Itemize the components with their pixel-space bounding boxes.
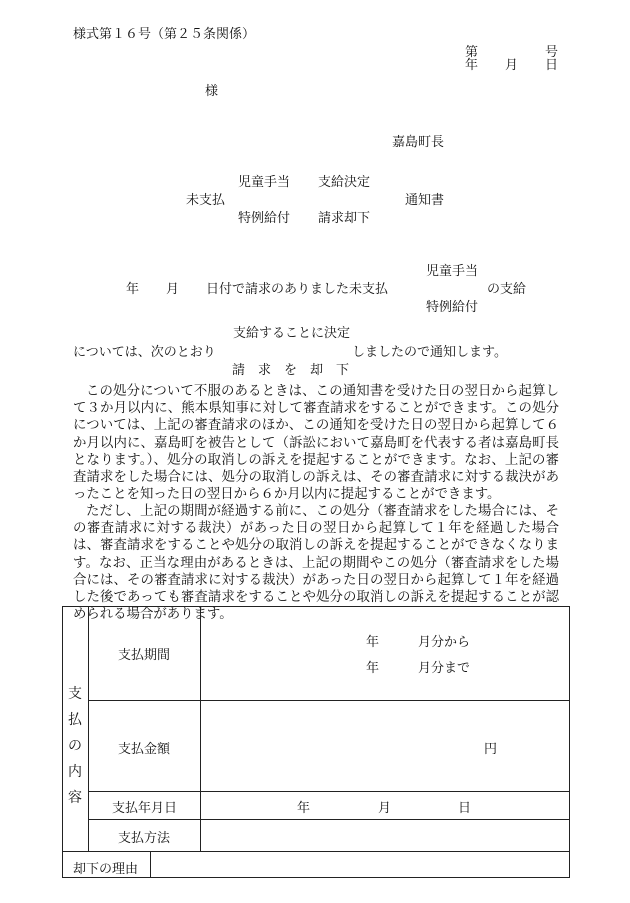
notice-paragraph-1: この処分について不服のあるときは、この通知書を受けた日の翌日から起算して３か月以内に、熊本県知事に対して審査請求をすることができます。この処分については、上記の審査請求のほか、この通知を受けた日の翌日から起算して６か月以内に、嘉島町を被告として（訴訟において嘉島町を代表する者は嘉島町長となります。）、処分の取消しの訴えを提起することができます。なお、上記の審査請求をした場合には、処分の取消しの訴えは、その審査請求に対する裁決があったことを知った日の翌日から６か月以内に提起することができます。 bbox=[73, 384, 559, 503]
form-number: 様式第１６号（第２５条関係） bbox=[73, 27, 256, 42]
method-label: 支払方法 bbox=[118, 831, 171, 846]
payment-date-label: 支払年月日 bbox=[112, 801, 178, 816]
body-suffix: しましたので通知します。 bbox=[352, 345, 507, 360]
payment-date-month: 月 bbox=[378, 801, 392, 816]
table-divider-row2 bbox=[88, 791, 570, 792]
table-divider-reason bbox=[150, 851, 151, 878]
reason-label: 却下の理由 bbox=[73, 862, 139, 877]
table-divider-side bbox=[88, 606, 89, 851]
table-divider-row1 bbox=[88, 700, 570, 701]
side-label-char-5: 容 bbox=[68, 790, 82, 806]
payment-date-day: 日 bbox=[458, 801, 472, 816]
payment-date-year: 年 bbox=[297, 801, 311, 816]
body-kind-bottom: 特例給付 bbox=[426, 300, 479, 315]
body-decision-top: 支給することに決定 bbox=[233, 326, 351, 341]
period-to-year: 年 bbox=[366, 661, 380, 676]
addressee-suffix: 様 bbox=[205, 84, 219, 99]
title-child-allowance: 児童手当 bbox=[238, 175, 291, 190]
table-divider-label bbox=[200, 606, 201, 851]
doc-no-suffix: 号 bbox=[545, 45, 559, 60]
period-label: 支払期間 bbox=[118, 648, 171, 663]
side-label-char-4: 内 bbox=[68, 764, 82, 780]
table-divider-row3 bbox=[88, 819, 570, 820]
title-request-rejected: 請求却下 bbox=[318, 211, 371, 226]
doc-no-prefix: 第 bbox=[465, 45, 479, 60]
period-from-year: 年 bbox=[366, 635, 380, 650]
amount-unit: 円 bbox=[484, 742, 498, 757]
date-day: 日 bbox=[545, 58, 559, 73]
body-payment-suffix: の支給 bbox=[487, 282, 527, 297]
body-decision-bottom: 請 求 を 却 下 bbox=[232, 363, 350, 378]
date-year: 年 bbox=[465, 58, 479, 73]
body-request-text: 日付で請求のありました未支払 bbox=[206, 282, 389, 297]
period-to-month: 月分まで bbox=[418, 661, 471, 676]
body-prefix: については、次のとおり bbox=[73, 345, 216, 360]
body-month: 月 bbox=[166, 282, 180, 297]
side-label-char-1: 支 bbox=[68, 686, 82, 702]
body-kind-top: 児童手当 bbox=[426, 264, 479, 279]
issuer: 嘉島町長 bbox=[392, 135, 445, 150]
title-payment-decision: 支給決定 bbox=[318, 175, 371, 190]
title-special-benefit: 特例給付 bbox=[238, 211, 291, 226]
notice-paragraph-2: ただし、上記の期間が経過する前に、この処分（審査請求をした場合には、その審査請求に対する裁決）があった日の翌日から起算して１年を経過した場合は、審査請求をすることや処分の取消しの訴えを提起することができなくなります。なお、正当な理由があるときは、上記の期間やこの処分（審査請求をした場合には、その審査請求に対する裁決）があった日の翌日から起算して１年を経過した後であっても審査請求をすることや処分の取消しの訴えを提起することが認められる場合があります。 bbox=[73, 504, 559, 623]
period-from-month: 月分から bbox=[418, 635, 471, 650]
title-unpaid: 未支払 bbox=[186, 193, 226, 208]
title-notice: 通知書 bbox=[405, 193, 445, 208]
table-divider-row4 bbox=[62, 851, 570, 852]
amount-label: 支払金額 bbox=[118, 742, 171, 757]
side-label-char-3: の bbox=[68, 738, 82, 754]
date-month: 月 bbox=[505, 58, 519, 73]
body-year: 年 bbox=[126, 282, 140, 297]
side-label-char-2: 払 bbox=[68, 712, 82, 728]
